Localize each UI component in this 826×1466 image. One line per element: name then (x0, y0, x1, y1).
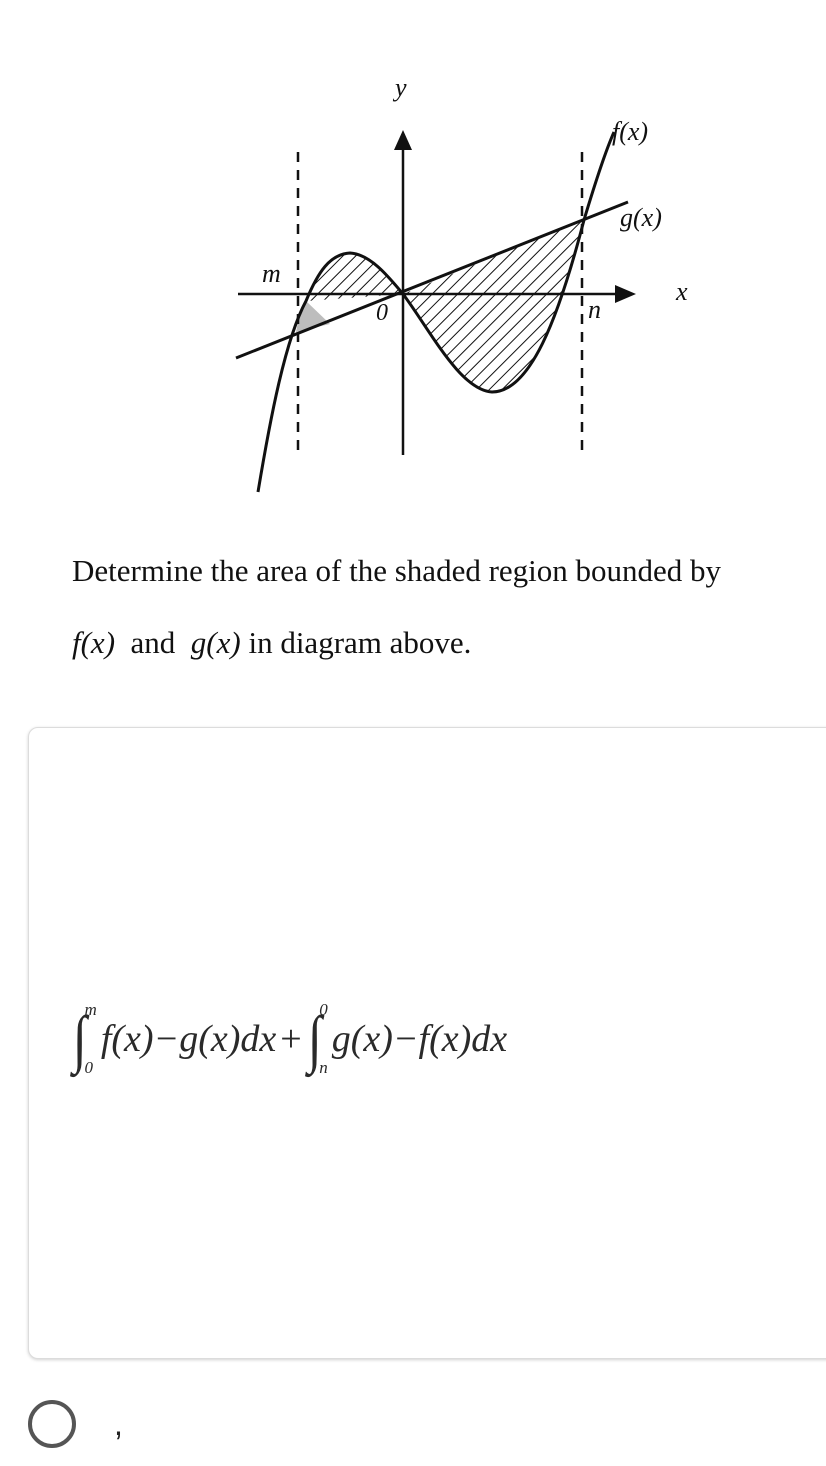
integral-2-body: g(x)−f(x)dx (331, 1018, 508, 1060)
g-curve-label: g(x) (620, 203, 662, 232)
n-label: n (588, 295, 601, 324)
question-line-1: Determine the area of the shaded region bounded by (72, 553, 722, 588)
integral-1-upper: m (84, 1000, 97, 1019)
answer-option-card[interactable] (28, 727, 826, 1359)
integral-2-lower: n (319, 1058, 328, 1077)
integral-1-body: f(x)−g(x)dx (100, 1018, 277, 1060)
question-text (72, 535, 826, 679)
f-curve-label: f(x) (612, 117, 649, 146)
integral-1 (71, 1000, 97, 1078)
radio-button[interactable] (28, 1400, 76, 1448)
question-rest: in diagram above. (248, 625, 472, 660)
plus-sign: + (280, 1018, 302, 1060)
integral-sign-icon: ∫ (307, 1003, 322, 1074)
m-label: m (262, 259, 281, 288)
question-and: and (130, 625, 176, 660)
x-axis-arrow (615, 285, 636, 303)
integral-2 (306, 1000, 328, 1078)
x-axis-label: x (676, 277, 688, 306)
origin-label: 0 (376, 300, 388, 326)
y-axis-label: y (395, 73, 407, 102)
question-g-symbol: g(x) (190, 625, 241, 660)
integral-1-lower: 0 (84, 1058, 94, 1077)
integral-sign-icon: ∫ (72, 1003, 87, 1074)
diagram (0, 0, 826, 500)
integral-2-upper: 0 (319, 1000, 328, 1019)
question-line-2 (72, 607, 826, 679)
radio-label: , (114, 1405, 123, 1442)
question-f-symbol: f(x) (72, 625, 116, 660)
answer-formula (71, 1000, 507, 1078)
answer-option-row[interactable] (28, 1400, 123, 1448)
y-axis-arrow (394, 130, 412, 150)
